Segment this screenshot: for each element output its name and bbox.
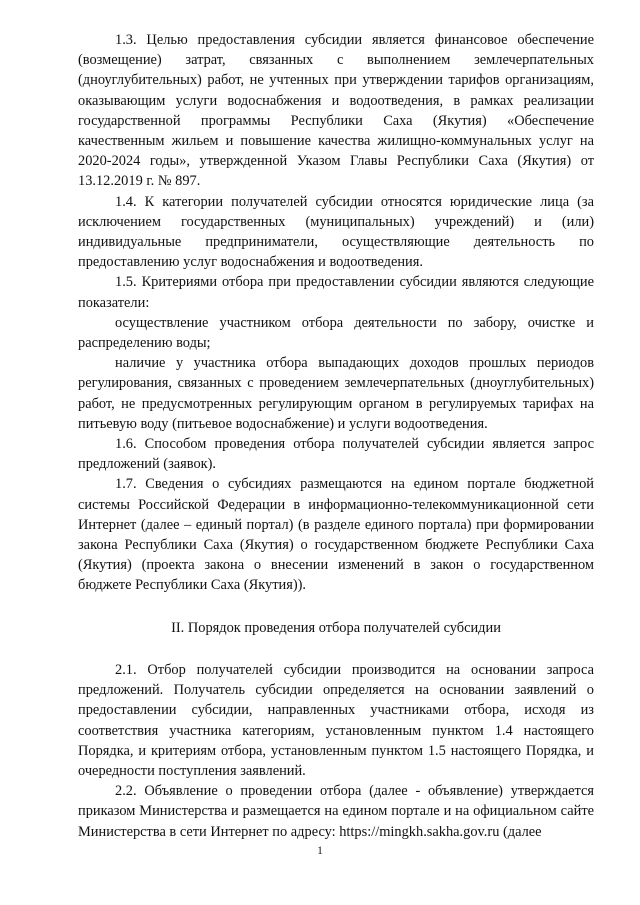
page-number: 1	[317, 843, 323, 857]
paragraph-1-7: 1.7. Сведения о субсидиях размещаются на едином портале бюджетной системы Российской Федерации в информационно-телекоммуникационной сети Интернет (далее – единый портал) (в разделе единого портала) при формировании закона Республики Саха (Якутия) о государственном бюджете Республики Саха (Якутия) (проекта закона о внесении изменений в закон о государственном бюджете Республики Саха (Якутия)).	[78, 476, 594, 594]
paragraph-1-3: 1.3. Целью предоставления субсидии является финансовое обеспечение (возмещение) затрат, связанных с выполнением землечерпательных (дноуглубительных) работ, не учтенных при утверждении тарифов организациям, оказывающим услуги водоснабжения и водоотведения, в рамках реализации государственной программы Республики Саха (Якутия) «Обеспечение качественным жильем и повышение качества жилищно-коммунальных услуг на 2020-2024 годы», утвержденной Указом Главы Республики Саха (Якутия) от 13.12.2019 г. № 897.	[78, 32, 594, 190]
paragraph-1-6: 1.6. Способом проведения отбора получателей субсидии является запрос предложений (заявок).	[78, 436, 594, 473]
section-heading: II. Порядок проведения отбора получателей субсидии	[171, 619, 501, 636]
document-body	[78, 30, 594, 842]
paragraph-1-4: 1.4. К категории получателей субсидии относятся юридические лица (за исключением государственных (муниципальных) учреждений) и (или) индивидуальные предприниматели, осуществляющие деятельность по предоставлению услуг водоснабжения и водоотведения.	[78, 193, 594, 271]
paragraph-1-5: 1.5. Критериями отбора при предоставлении субсидии являются следующие показатели:	[78, 274, 594, 311]
criterion-water-activity: осуществление участником отбора деятельности по забору, очистке и распределению воды;	[78, 314, 594, 352]
criterion-lost-income: наличие у участника отбора выпадающих доходов прошлых периодов регулирования, связанных с проведением землечерпательных (дноуглубительных) работ, не предусмотренных регулирующим органом в регулируемых тарифах на питьевую воду (питьевое водоснабжение) и услуги водоотведения.	[78, 355, 594, 432]
paragraph-2-2: 2.2. Объявление о проведении отбора (далее - объявление) утверждается приказом Министерства и размещается на едином портале и на официальном сайте Министерства в сети Интернет по адресу: https://mingkh.sakha.gov.ru (далее	[78, 783, 594, 840]
paragraph-2-1: 2.1. Отбор получателей субсидии производится на основании запроса предложений. Получатель субсидии определяется на основании заявлений о предоставлении субсидии, направленных участниками отбора, исходя из соответствия участника категориям, установленным пунктом 1.4 настоящего Порядка, и критериям отбора, установленным пунктом 1.5 настоящего Порядка, и очередности поступления заявлений.	[78, 661, 594, 779]
